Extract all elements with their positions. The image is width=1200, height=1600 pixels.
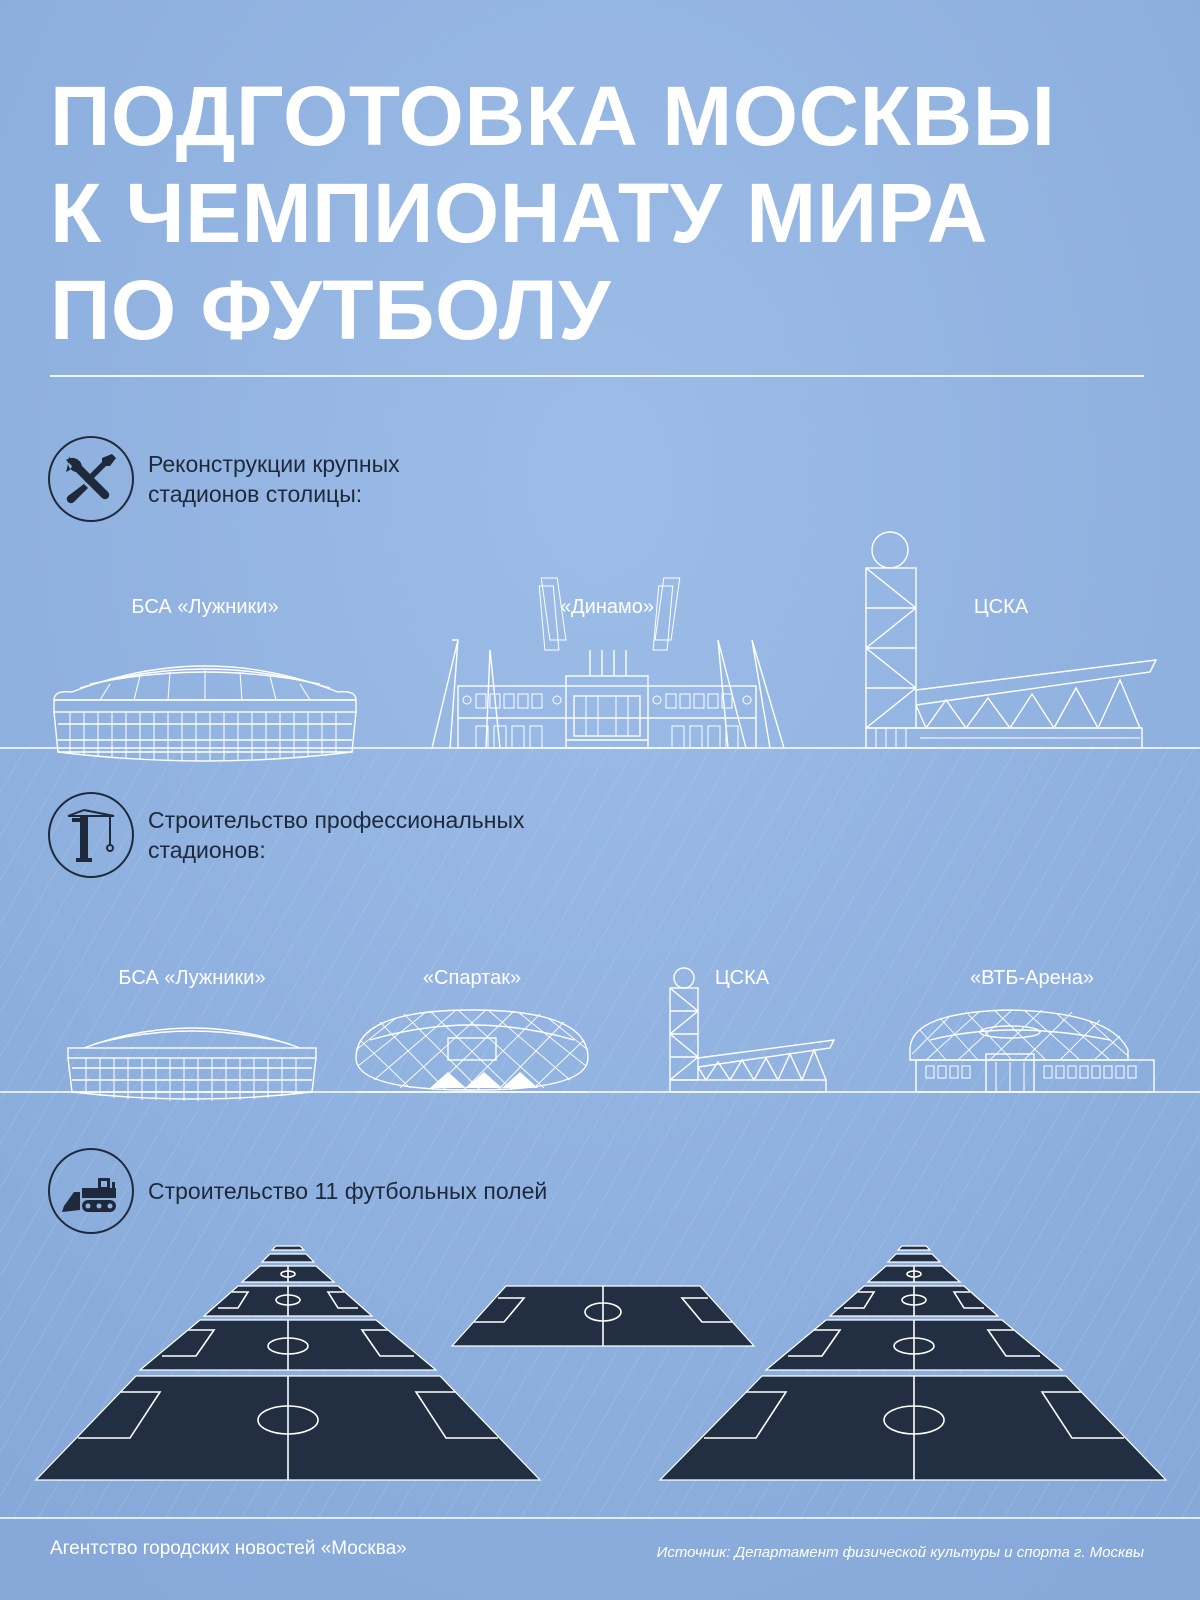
section-title-line-1: Строительство 11 футбольных полей bbox=[148, 1178, 548, 1204]
stadium-drawing-cska-2 bbox=[670, 968, 834, 1092]
footer-source: Источник: Департамент физической культуры и спорта г. Москвы bbox=[656, 1544, 1144, 1561]
field-middle bbox=[452, 1286, 754, 1346]
stadium-label-cska-2: ЦСКА bbox=[714, 967, 770, 989]
field-stack-left bbox=[36, 1246, 540, 1480]
stadium-label-cska: ЦСКА bbox=[973, 596, 1029, 618]
football-fields bbox=[36, 1246, 1166, 1480]
stadium-label-luzhniki: БСА «Лужники» bbox=[131, 596, 279, 618]
title-line-1: ПОДГОТОВКА МОСКВЫ bbox=[50, 69, 1056, 163]
title-line-2: К ЧЕМПИОНАТУ МИРА bbox=[50, 166, 988, 260]
stadium-drawing-luzhniki-2 bbox=[68, 1028, 316, 1101]
stadium-label-spartak: «Спартак» bbox=[422, 967, 522, 989]
stadium-label-dinamo: «Динамо» bbox=[559, 596, 655, 618]
section-title-line-1: Реконструкции крупных bbox=[148, 451, 400, 477]
stadium-drawing-cska bbox=[866, 532, 1156, 748]
section-title-line-2: стадионов столицы: bbox=[148, 481, 363, 507]
title-line-3: ПО ФУТБОЛУ bbox=[50, 263, 611, 357]
stadium-drawing-luzhniki bbox=[54, 666, 356, 761]
stadium-drawing-vtb-arena bbox=[910, 1010, 1154, 1092]
section-title-line-1: Строительство профессиональных bbox=[148, 807, 525, 833]
field-stack-right bbox=[660, 1246, 1166, 1480]
section-title-line-2: стадионов: bbox=[148, 837, 266, 863]
stadium-label-vtb-arena: «ВТБ-Арена» bbox=[969, 967, 1095, 989]
stadium-label-luzhniki-2: БСА «Лужники» bbox=[118, 967, 266, 989]
stadium-drawing-spartak bbox=[356, 1010, 588, 1092]
footer-agency: Агентство городских новостей «Москва» bbox=[50, 1538, 407, 1559]
stadium-drawing-dinamo bbox=[432, 578, 784, 748]
